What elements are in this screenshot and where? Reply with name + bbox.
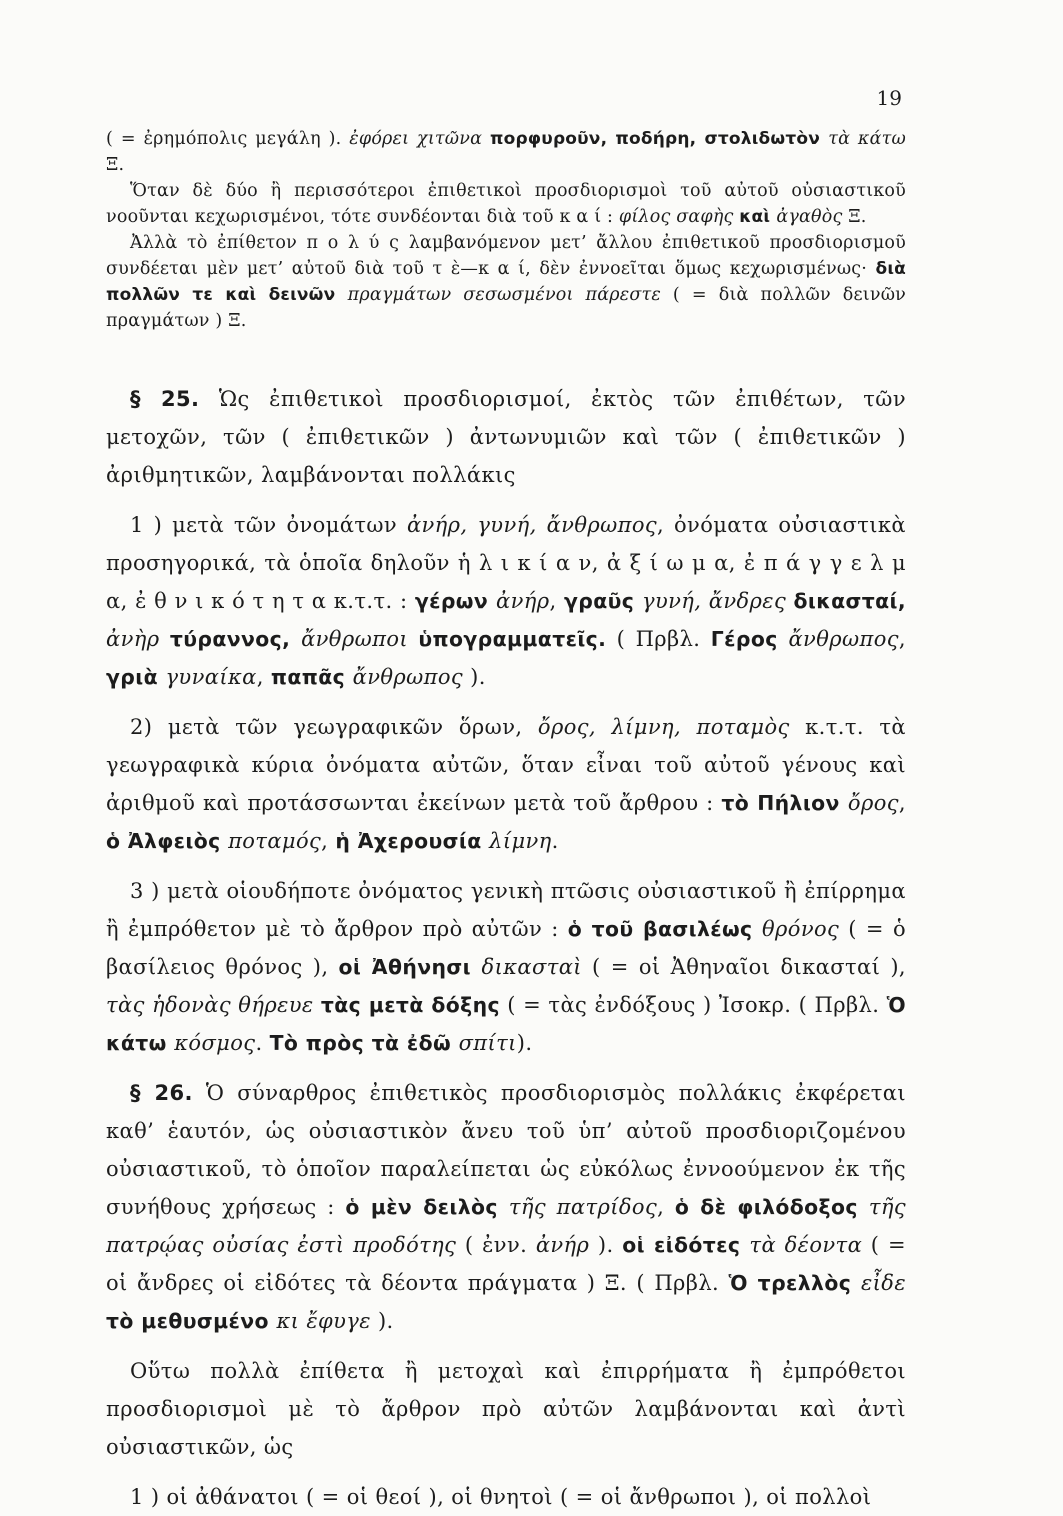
italic-example: γυνή, ἄνδρες — [642, 589, 787, 613]
text-run: τ ὲ—κ α ί — [432, 259, 526, 279]
text-run: , — [728, 551, 744, 575]
bold-example: τὸ μεθυσμένο — [106, 1309, 277, 1333]
italic-example: θρόνος — [762, 917, 840, 941]
text-run: , — [657, 1195, 675, 1219]
text-run: Ὡς ἐπιθετικοὶ προσδιορισμοί, ἐκτὸς τῶν ἐπιθέτων, τῶν μετοχῶν, τῶν ( ἐπιθετικῶν ) ἀντωνυμιῶν καὶ τῶν ( ἐπιθετικῶν ) ἀριθμητικῶν, λαμβάνονται πολλάκις — [106, 387, 906, 487]
text-run: : — [601, 207, 619, 227]
italic-example: πραγμάτων σεσωσμένοι πάρεστε — [347, 285, 661, 305]
italic-example: ἀνήρ — [535, 1233, 590, 1257]
bold-example: γραῦς — [563, 589, 643, 613]
paragraph-1 — [106, 126, 906, 178]
text-run: Ξ. — [842, 207, 867, 227]
text-run: ). — [463, 665, 486, 689]
text-run: ( = τὰς ἐνδόξους ) Ἰσοκρ. ( Πρβλ. — [499, 993, 887, 1017]
text-run: ( ἐνν. — [456, 1233, 536, 1257]
bold-example: Ὁ τρελλὸς — [728, 1271, 861, 1295]
italic-example: λίμνη — [489, 829, 552, 853]
section-marker: § 26. — [130, 1081, 193, 1105]
paragraph-3 — [106, 230, 906, 334]
bold-example: δικασταί, — [793, 589, 907, 613]
text-run: κ.τ.τ. : — [326, 589, 415, 613]
text-run: ( Πρβλ. — [606, 627, 711, 651]
text-run: ). — [516, 1031, 533, 1055]
text-run: κ.τ.τ. τὰ γεωγραφικὰ κύρια ὀνόματα αὐτῶν, ὅταν εἶναι τοῦ αὐτοῦ γένους καὶ ἀριθμοῦ καὶ προτάσσωνται ἐκείνων μετὰ τοῦ ἄρθρου : — [106, 715, 906, 815]
text-run: π ο λ ύ ς — [306, 233, 400, 253]
bold-example: καὶ — [739, 207, 777, 227]
bold-example: πορφυροῦν, ποδήρη, στολιδωτὸν — [489, 129, 829, 149]
bold-example: ὁ Ἀλφειὸς — [106, 829, 229, 853]
text-run: Ὁ σύναρθρος ἐπιθετικὸς προσδιορισμὸς πολλάκις ἐκφέρεται καθ’ ἑαυτόν, ὡς οὐσιαστικὸν ἄνευ τοῦ ὑπ’ αὐτοῦ προσδιοριζομένου οὐσιαστικοῦ, τὸ ὁποῖον παραλείπεται ὡς εὐκόλως ἐννοούμενον ἐκ τῆς συνήθους χρήσεως : — [106, 1081, 906, 1219]
text-run: Ξ. — [106, 155, 125, 175]
bold-example: διὰ πολλῶν τε καὶ δεινῶν — [106, 259, 906, 305]
text-run: , ὀνόματα οὐσιαστικὰ προσηγορικά, τὰ ὁποῖα δηλοῦν — [106, 513, 906, 575]
italic-example: ἀνήρ, γυνή, ἄνθρωπος — [406, 513, 658, 537]
bold-example: τύραννος, — [169, 627, 302, 651]
text-run: ). — [589, 1233, 623, 1257]
italic-example: τὰ δέοντα — [749, 1233, 863, 1257]
bold-example: ὑπογραμματεῖς. — [418, 627, 607, 651]
text-run: 1 ) οἱ ἀθάνατοι ( = οἱ θεοί ), οἱ θνητοὶ ( = οἱ ἄνθρωποι ), οἱ πολλοὶ — [130, 1485, 872, 1509]
paragraph-9 — [106, 1352, 906, 1466]
bold-example: γριὰ — [106, 665, 166, 689]
italic-example: ὄρος, λίμνη, ποταμὸς — [537, 715, 790, 739]
text-run: Ἀλλὰ τὸ ἐπίθετον — [130, 233, 307, 253]
text-run: , — [321, 829, 336, 853]
paragraph-5 — [106, 506, 906, 696]
text-run: , — [898, 791, 906, 815]
bold-example: ὁ δὲ φιλόδοξος — [674, 1195, 869, 1219]
italic-example: ἄνθρωπος — [352, 665, 464, 689]
text-run: ἀ ξ ί ω μ α — [606, 551, 729, 575]
text-run: λαμβανόμενον μετ’ ἄλλου ἐπιθετικοῦ προσδιορισμοῦ συνδέεται μὲν μετ’ αὐτοῦ διὰ τοῦ — [106, 233, 906, 279]
bold-example: Γέρος — [710, 627, 789, 651]
italic-example: τὰς ἡδονὰς θήρευε — [106, 993, 321, 1017]
text-run — [786, 589, 793, 613]
paragraph-10 — [106, 1478, 906, 1516]
italic-example: γυναίκα — [165, 665, 257, 689]
italic-example: ὄρος — [847, 791, 899, 815]
text-run: ( = οἱ Ἀθηναῖοι δικασταί ), — [581, 955, 906, 979]
text-run: , — [120, 589, 136, 613]
italic-example: σπίτι — [458, 1031, 517, 1055]
text-run: , δὲν ἐννοεῖται ὅμως κεχωρισμένως· — [525, 259, 876, 279]
text-run: , — [591, 551, 607, 575]
main-body — [106, 380, 906, 1516]
text-run: Ὅταν δὲ δύο ἢ περισσότεροι ἐπιθετικοὶ προσδιορισμοὶ τοῦ αὐτοῦ οὐσιαστικοῦ νοοῦνται κεχωρισμένοι, τότε συνδέονται διὰ τοῦ — [106, 181, 906, 227]
italic-example: κόσμος — [174, 1031, 256, 1055]
italic-example: τῆς πατρίδος — [508, 1195, 658, 1219]
italic-example: ποταμός — [228, 829, 322, 853]
italic-example: ἄνθρωπος — [788, 627, 899, 651]
section-marker: § 25. — [130, 387, 200, 411]
paragraph-8 — [106, 1074, 906, 1340]
text-run: ( = ἐρημόπολις μεγάλη ). — [106, 129, 350, 149]
paragraph-6 — [106, 708, 906, 860]
bold-example: τὸ Πήλιον — [721, 791, 848, 815]
page-number: 19 — [876, 86, 902, 110]
italic-example: ἀνήρ — [495, 589, 550, 613]
text-run: ἐ π ά γ γ ε λ μ α — [106, 551, 907, 613]
paragraph-2 — [106, 178, 906, 230]
bold-example: ὁ μὲν δειλὸς — [345, 1195, 509, 1219]
italic-example: τῆς πατρῴας οὐσίας ἐστὶ προδότης — [106, 1195, 907, 1257]
text-run: ). — [370, 1309, 394, 1333]
text-run: 3 ) μετὰ οἱουδήποτε ὀνόματος γενικὴ πτῶσις οὐσιαστικοῦ ἢ ἐπίρρημα ἢ ἐμπρόθετον μὲ τὸ ἄρθρον πρὸ αὐτῶν : — [106, 879, 906, 941]
bold-example: οἱ εἰδότες — [622, 1233, 750, 1257]
italic-example: φίλος σαφὴς — [618, 207, 740, 227]
bold-example: οἱ Ἀθήνησι — [338, 955, 482, 979]
text-run: 1 ) μετὰ τῶν ὀνομάτων — [130, 513, 407, 537]
text-run: , — [256, 665, 271, 689]
italic-example: ἄνθρωποι — [301, 627, 419, 651]
italic-example: ἀγαθὸς — [776, 207, 843, 227]
bold-example: ἡ Ἀχερουσία — [335, 829, 490, 853]
bold-example: τὰς μετὰ δόξης — [320, 993, 500, 1017]
text-run: ( = ὁ βασίλειος θρόνος ), — [106, 917, 907, 979]
text-run: ἡ λ ι κ ί α ν — [457, 551, 592, 575]
intro-paragraphs — [106, 126, 906, 334]
text-run: κ α ί — [559, 207, 602, 227]
text-run: . — [255, 1031, 270, 1055]
italic-example: ἀνὴρ — [106, 627, 170, 651]
paragraph-4 — [106, 380, 906, 494]
text-run: 2) μετὰ τῶν γεωγραφικῶν ὅρων, — [130, 715, 538, 739]
bold-example: παπᾶς — [270, 665, 353, 689]
text-run: , — [549, 589, 564, 613]
italic-example: δικασταὶ — [481, 955, 582, 979]
text-run: , — [898, 627, 906, 651]
paragraph-7 — [106, 872, 906, 1062]
text-run: ( = διὰ πολλῶν δεινῶν πραγμάτων ) Ξ. — [106, 285, 907, 331]
bold-example: γέρων — [414, 589, 496, 613]
text-run: . — [551, 829, 559, 853]
italic-example: ἐφόρει χιτῶνα — [349, 129, 490, 149]
italic-example: εἶδε — [860, 1271, 906, 1295]
text-run: Οὕτω πολλὰ ἐπίθετα ἢ μετοχαὶ καὶ ἐπιρρήματα ἢ ἐμπρόθετοι προσδιορισμοὶ μὲ τὸ ἄρθρον πρὸ αὐτῶν λαμβάνονται καὶ ἀντὶ οὐσιαστικῶν, ὡς — [106, 1359, 906, 1459]
text-run: ἐ θ ν ι κ ό τ η τ α — [135, 589, 327, 613]
bold-example: Τὸ πρὸς τὰ ἐδῶ — [269, 1031, 459, 1055]
italic-example: τὰ κάτω — [828, 129, 906, 149]
bold-example: Ὁ κάτω — [106, 993, 906, 1055]
italic-example: κι ἔφυγε — [276, 1309, 371, 1333]
bold-example: ὁ τοῦ βασιλέως — [567, 917, 762, 941]
text-run: ( = οἱ ἄνδρες οἱ εἰδότες τὰ δέοντα πράγματα ) Ξ. ( Πρβλ. — [106, 1233, 906, 1295]
